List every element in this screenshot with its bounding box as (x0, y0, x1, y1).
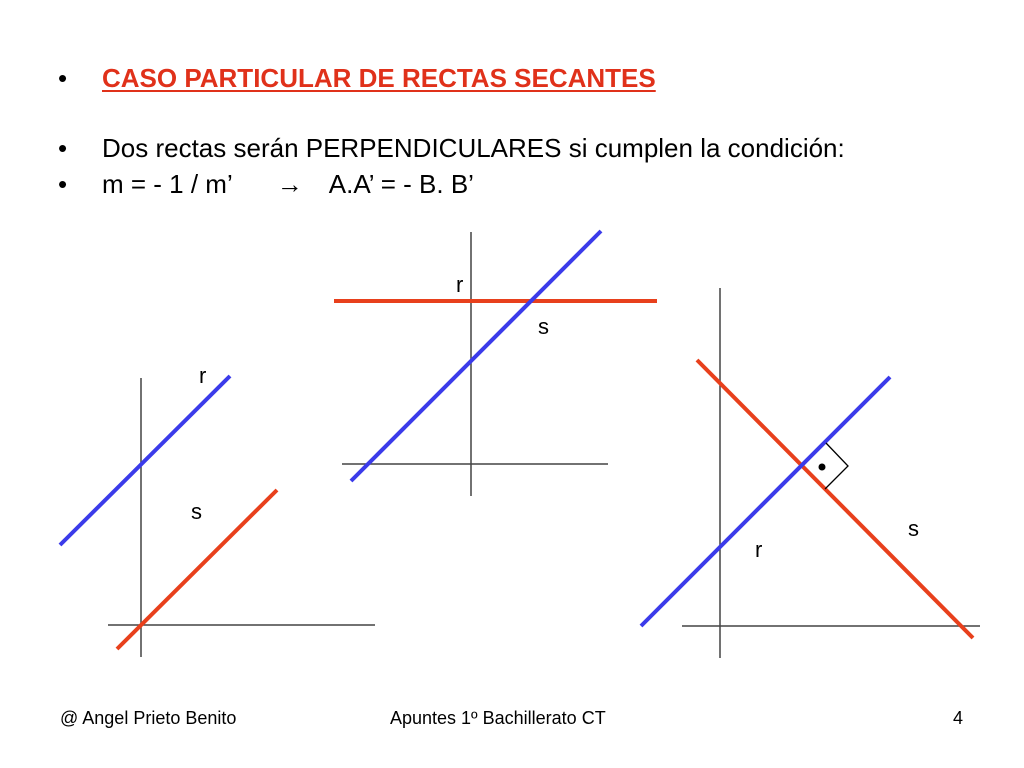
footer-course: Apuntes 1º Bachillerato CT (390, 708, 606, 728)
right-arrow-icon: → (276, 169, 303, 199)
line-s (697, 360, 973, 638)
label-r: r (199, 363, 207, 388)
formula-coefficients: A.A’ = - B. B’ (328, 169, 474, 199)
line-r (60, 376, 230, 545)
footer-page-number: 4 (953, 708, 964, 728)
diagram-perpendicular (641, 288, 980, 658)
label-s: s (191, 499, 202, 524)
bullet-marker: • (58, 63, 68, 93)
bullet-marker: • (58, 133, 68, 163)
label-r: r (456, 272, 464, 297)
formula-slopes: m = - 1 / m’ (102, 169, 233, 199)
footer-author: @ Angel Prieto Benito (60, 708, 237, 728)
bullet-marker: • (58, 169, 68, 199)
slide-title: CASO PARTICULAR DE RECTAS SECANTES (102, 63, 656, 93)
line-r (641, 377, 890, 626)
label-s: s (538, 314, 549, 339)
diagram-secant (334, 231, 657, 496)
line-s (351, 231, 601, 481)
condition-text: Dos rectas serán PERPENDICULARES si cumplen la condición: (102, 133, 845, 163)
label-s: s (908, 516, 919, 541)
right-angle-dot (819, 464, 826, 471)
right-angle-mark (825, 443, 848, 489)
label-r: r (755, 537, 763, 562)
diagram-parallel (60, 363, 375, 657)
